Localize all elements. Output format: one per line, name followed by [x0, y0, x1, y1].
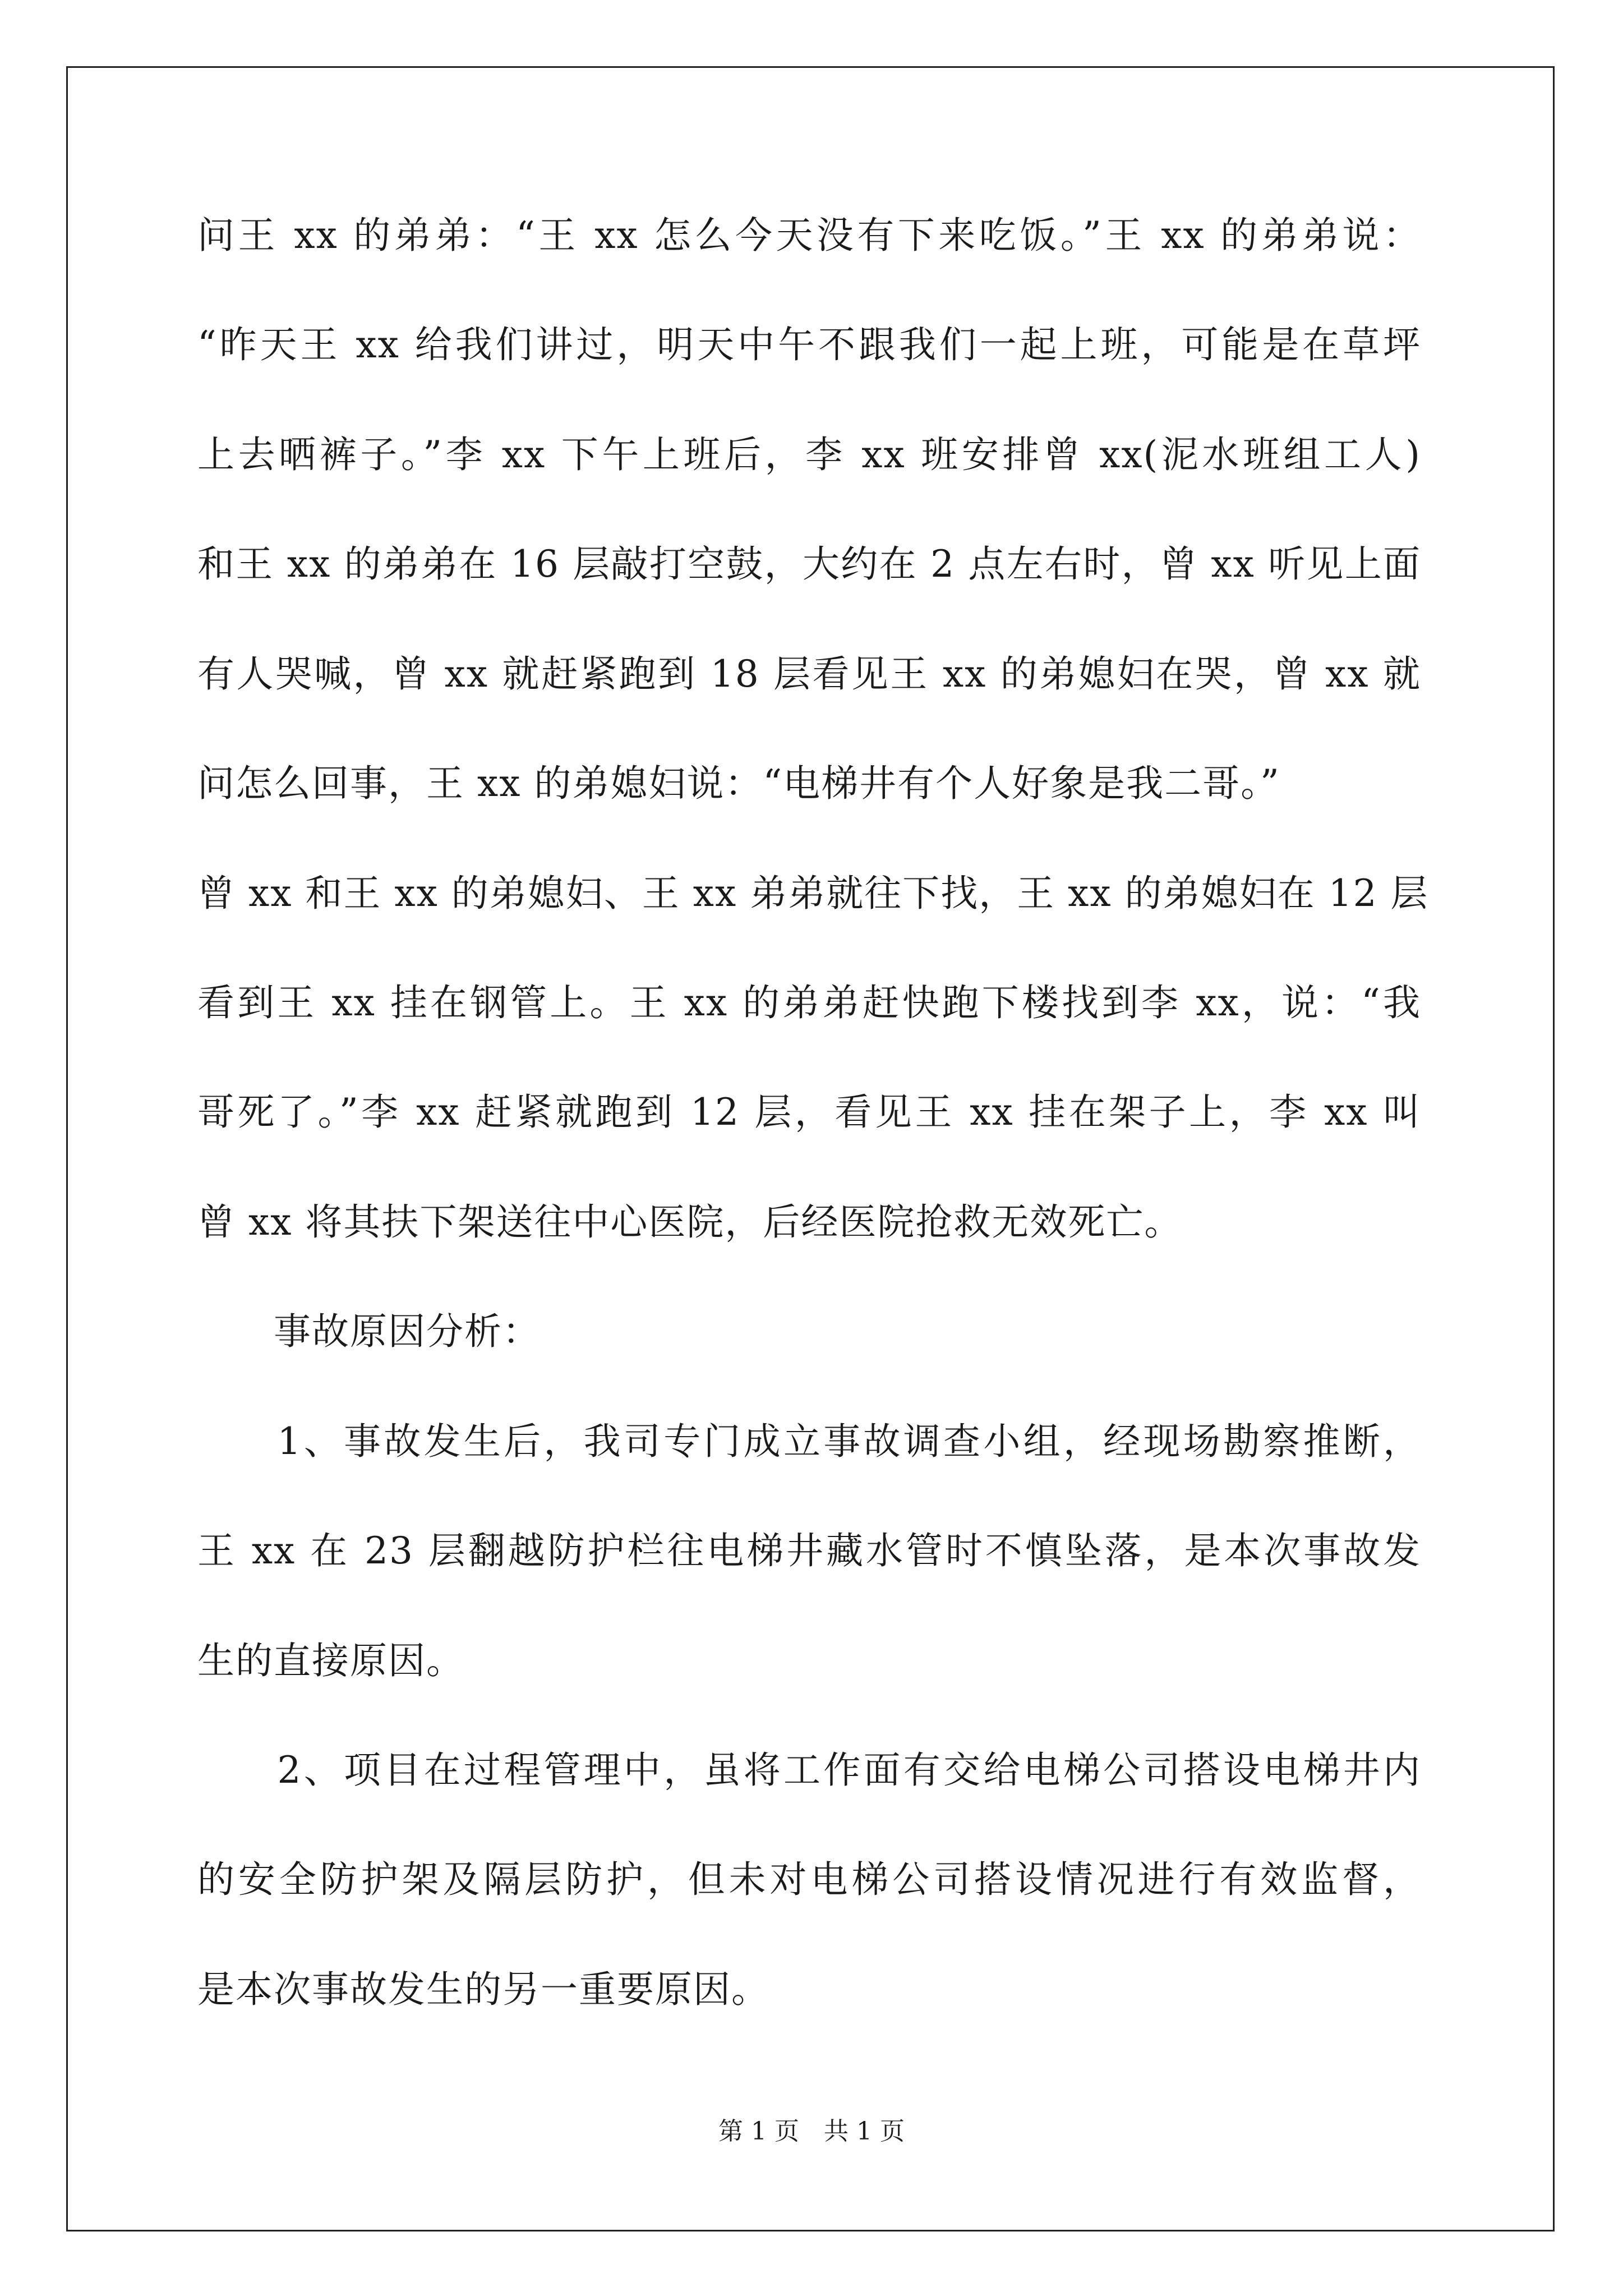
text-line: 王 xx 在 23 层翻越防护栏往电梯井藏水管时不慎坠落，是本次事故发 — [197, 1529, 1421, 1572]
page-border — [66, 66, 1555, 2231]
text-line: 有人哭喊，曾 xx 就赶紧跑到 18 层看见王 xx 的弟媳妇在哭，曾 xx 就 — [197, 652, 1421, 696]
text-line: 的安全防护架及隔层防护，但未对电梯公司搭设情况进行有效监督， — [197, 1858, 1421, 1901]
text-line: 是本次事故发生的另一重要原因。 — [197, 1968, 769, 2011]
text-line: 2、项目在过程管理中，虽将工作面有交给电梯公司搭设电梯井内 — [197, 1749, 1421, 1792]
text-line: 和王 xx 的弟弟在 16 层敲打空鼓，大约在 2 点左右时，曾 xx 听见上面 — [197, 542, 1421, 586]
text-line: 哥死了。”李 xx 赶紧就跑到 12 层，看见王 xx 挂在架子上，李 xx 叫 — [197, 1091, 1421, 1134]
text-line: “昨天王 xx 给我们讲过，明天中午不跟我们一起上班，可能是在草坪 — [197, 323, 1421, 366]
text-line: 曾 xx 将其扶下架送往中心医院，后经医院抢救无效死亡。 — [197, 1200, 1183, 1244]
text-line: 问王 xx 的弟弟：“王 xx 怎么今天没有下来吃饭。”王 xx 的弟弟说： — [197, 214, 1421, 257]
page-footer: 第 1 页 共 1 页 — [718, 2117, 905, 2146]
text-line: 问怎么回事，王 xx 的弟媳妇说：“电梯井有个人好象是我二哥。” — [197, 762, 1280, 805]
text-line: 上去晒裤子。”李 xx 下午上班后，李 xx 班安排曾 xx(泥水班组工人) — [197, 433, 1421, 476]
text-line: 曾 xx 和王 xx 的弟媳妇、王 xx 弟弟就往下找，王 xx 的弟媳妇在 12 层 — [197, 872, 1429, 915]
text-line: 看到王 xx 挂在钢管上。王 xx 的弟弟赶快跑下楼找到李 xx，说：“我 — [197, 981, 1421, 1024]
text-line: 生的直接原因。 — [197, 1639, 464, 1682]
text-line: 1、事故发生后，我司专门成立事故调查小组，经现场勘察推断， — [197, 1420, 1421, 1463]
section-heading: 事故原因分析： — [197, 1310, 541, 1353]
